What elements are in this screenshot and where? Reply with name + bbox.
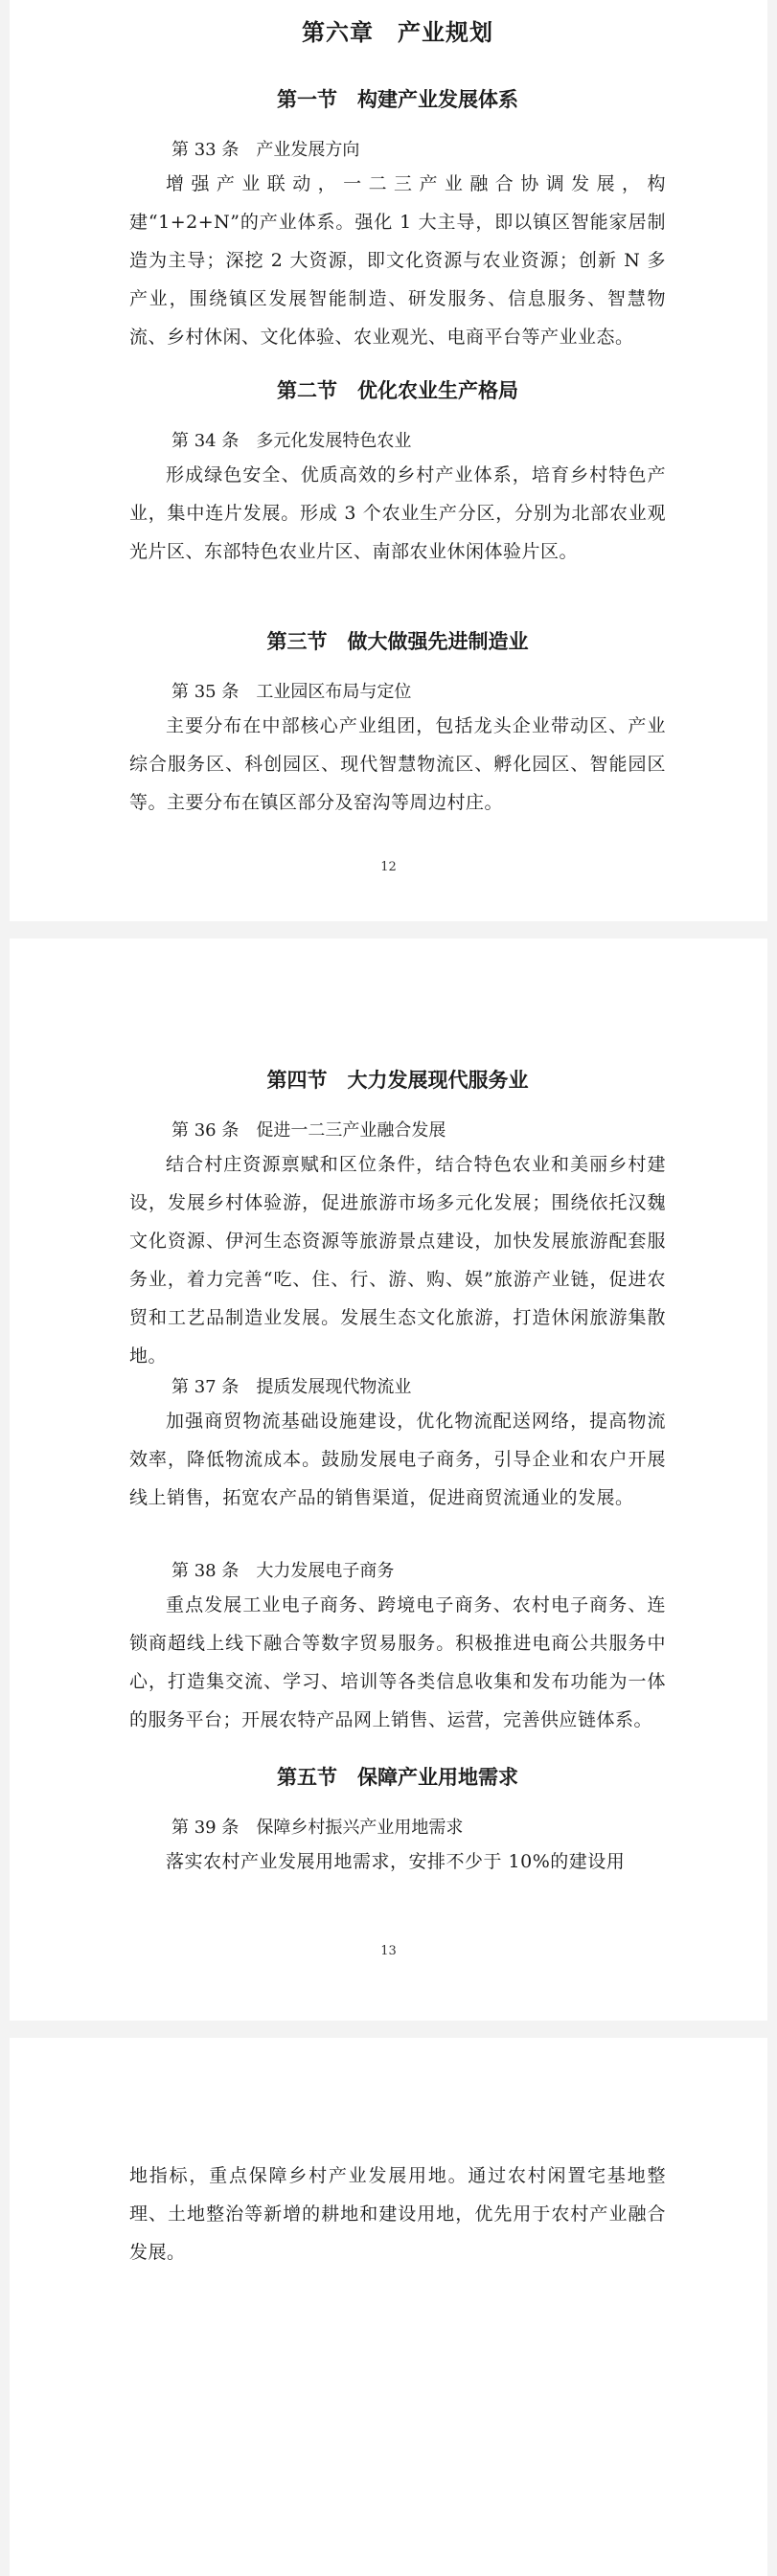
- article-36-text: 结合村庄资源禀赋和区位条件，结合特色农业和美丽乡村建设，发展乡村体验游，促进旅游市场多元化发展；围绕依托汉魏文化资源、伊河生态资源等旅游景点建设，加快发展旅游配套服务业，着力完善“吃、住、行、游、购、娱”旅游产业链，促进农贸和工艺品制造业发展。发展生态文化旅游，打造休闲旅游集散地。: [129, 1154, 666, 1367]
- article-37-title: 第 37 条 提质发展现代物流业: [171, 1377, 412, 1397]
- article-33-title: 第 33 条 产业发展方向: [171, 140, 360, 160]
- article-39-title: 第 39 条 保障乡村振兴产业用地需求: [171, 1818, 464, 1838]
- document-page-13: [10, 938, 767, 2021]
- article-34-title: 第 34 条 多元化发展特色农业: [171, 431, 412, 451]
- chapter-title: 第六章 产业规划: [302, 18, 493, 46]
- article-35-title: 第 35 条 工业园区布局与定位: [171, 682, 412, 702]
- section-4-title: 第四节 大力发展现代服务业: [266, 1068, 529, 1092]
- page-number: 12: [380, 860, 397, 874]
- article-36-title: 第 36 条 促进一二三产业融合发展: [171, 1120, 446, 1141]
- article-35-text: 主要分布在中部核心产业组团，包括龙头企业带动区、产业综合服务区、科创园区、现代智慧物流区、孵化园区、智能园区等。主要分布在镇区部分及窑沟等周边村庄。: [129, 715, 666, 813]
- section-2-title: 第二节 优化农业生产格局: [277, 378, 518, 402]
- page-number: 13: [380, 1944, 397, 1958]
- article-38-title: 第 38 条 大力发展电子商务: [171, 1561, 395, 1581]
- document-page-14: [10, 2038, 767, 2576]
- document-page-12: [10, 0, 767, 921]
- article-38-text: 重点发展工业电子商务、跨境电子商务、农村电子商务、连锁商超线上线下融合等数字贸易服务。积极推进电商公共服务中心，打造集交流、学习、培训等各类信息收集和发布功能为一体的服务平台；开展农特产品网上销售、运营，完善供应链体系。: [129, 1594, 666, 1730]
- article-39-continuation: 地指标，重点保障乡村产业发展用地。通过农村闲置宅基地整理、土地整治等新增的耕地和建设用地，优先用于农村产业融合发展。: [129, 2165, 666, 2263]
- article-39-text: 落实农村产业发展用地需求，安排不少于 10%的建设用: [166, 1851, 626, 1872]
- section-3-title: 第三节 做大做强先进制造业: [266, 629, 529, 653]
- article-33-text: 增强产业联动，一二三产业融合协调发展，构建“1+2+N”的产业体系。强化 1 大主导，即以镇区智能家居制造为主导；深挖 2 大资源，即文化资源与农业资源；创新 N 多产业，围绕镇区发展智能制造、研发服务、信息服务、智慧物流、乡村休闲、文化体验、农业观光、电商平台等产业业态。: [129, 173, 666, 348]
- article-37-text: 加强商贸物流基础设施建设，优化物流配送网络，提高物流效率，降低物流成本。鼓励发展电子商务，引导企业和农户开展线上销售，拓宽农产品的销售渠道，促进商贸流通业的发展。: [129, 1411, 666, 1508]
- section-1-title: 第一节 构建产业发展体系: [277, 87, 518, 111]
- section-5-title: 第五节 保障产业用地需求: [277, 1765, 518, 1789]
- article-34-text: 形成绿色安全、优质高效的乡村产业体系，培育乡村特色产业，集中连片发展。形成 3 个农业生产分区，分别为北部农业观光片区、东部特色农业片区、南部农业休闲体验片区。: [129, 464, 666, 562]
